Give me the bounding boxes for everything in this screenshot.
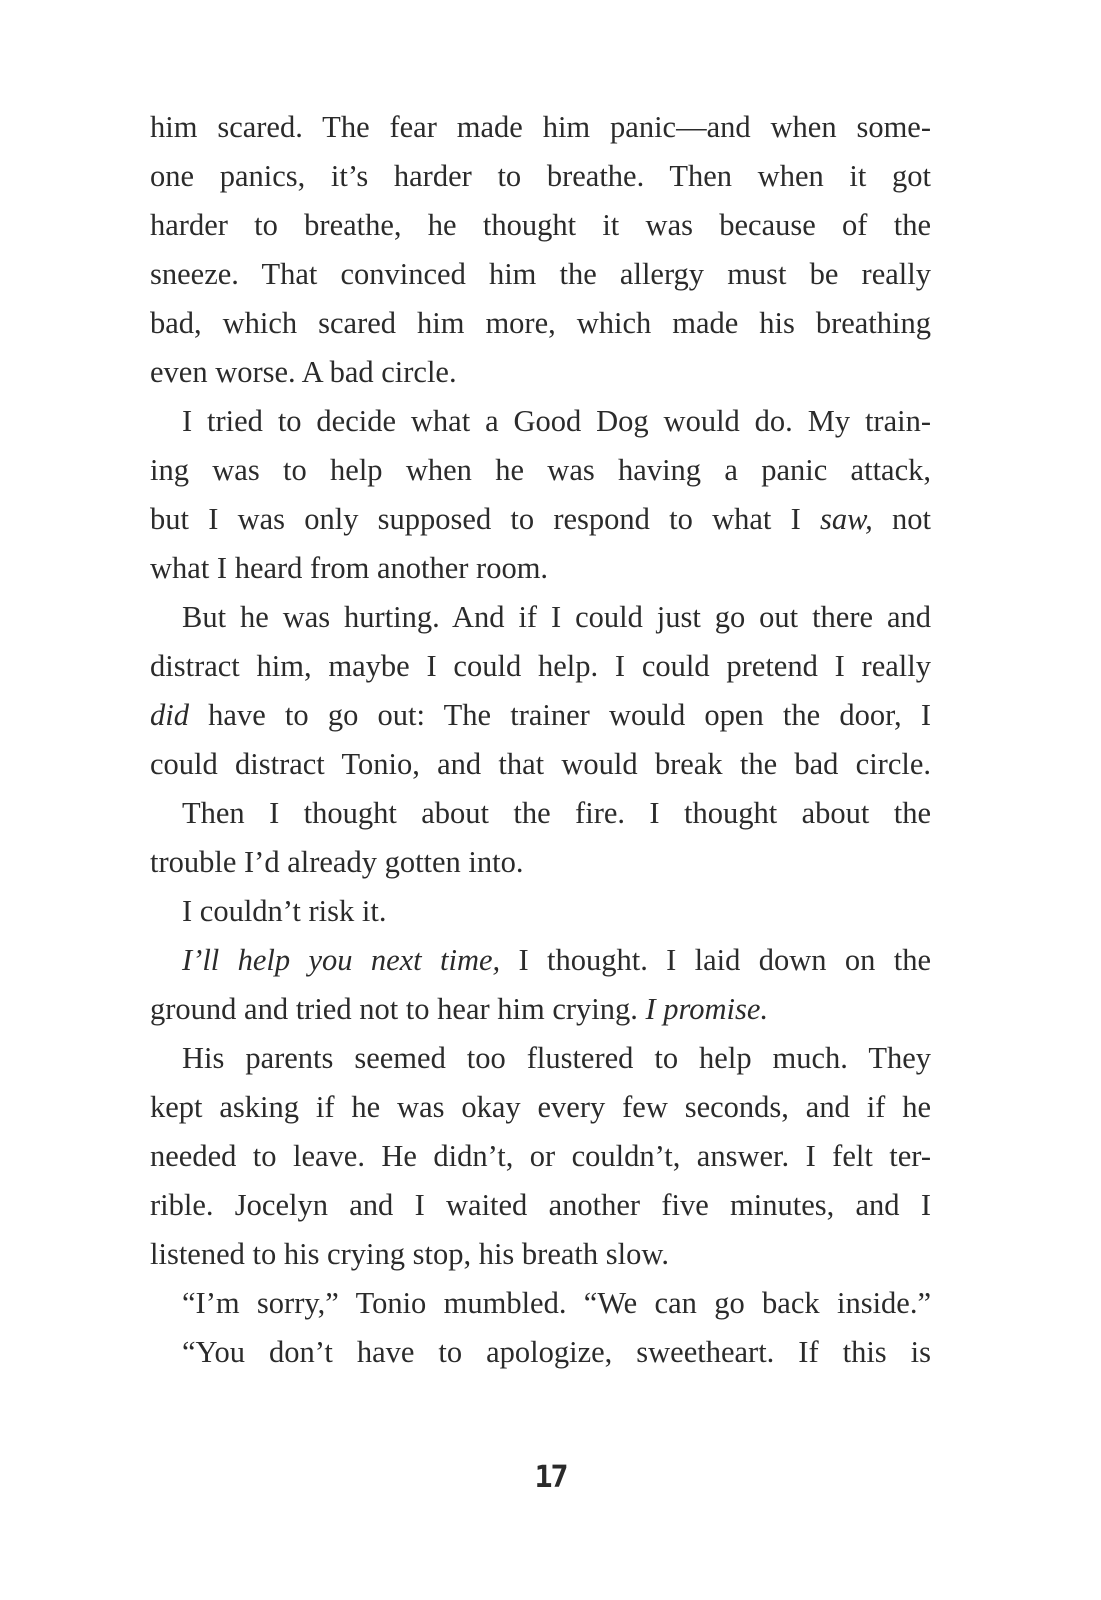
- text-line: [150, 1279, 931, 1328]
- text-segment: rible. Jocelyn and I waited another five minutes, and I: [150, 1188, 931, 1222]
- text-segment: not: [872, 502, 931, 536]
- text-segment: I tried to decide what a Good Dog would do. My train-: [182, 404, 931, 438]
- text-line: [150, 1083, 931, 1132]
- text-line: [150, 838, 931, 887]
- text-segment: ing was to help when he was having a panic attack,: [150, 453, 931, 487]
- text-line: [150, 1132, 931, 1181]
- text-segment: trouble I’d already gotten into.: [150, 845, 524, 879]
- italic-text: I’ll help you next time,: [182, 943, 501, 977]
- text-line: [150, 691, 931, 740]
- italic-text: did: [150, 698, 189, 732]
- text-line: [150, 1230, 931, 1279]
- text-line: [150, 789, 931, 838]
- text-segment: distract him, maybe I could help. I could pretend I really: [150, 649, 931, 683]
- page-number: 17: [534, 1460, 567, 1495]
- text-line: [150, 544, 931, 593]
- italic-text: I promise.: [645, 992, 769, 1026]
- text-line: [150, 642, 931, 691]
- text-line: [150, 887, 931, 936]
- text-segment: But he was hurting. And if I could just go out there and: [182, 600, 931, 634]
- text-segment: I couldn’t risk it.: [182, 894, 387, 928]
- text-line: [150, 740, 931, 789]
- text-segment: harder to breathe, he thought it was because of the: [150, 208, 931, 242]
- text-line: [150, 397, 931, 446]
- text-segment: His parents seemed too flustered to help much. They: [182, 1041, 931, 1075]
- text-segment: one panics, it’s harder to breathe. Then when it got: [150, 159, 931, 193]
- text-line: [150, 446, 931, 495]
- text-segment: could distract Tonio, and that would break the bad circle.: [150, 747, 931, 781]
- text-segment: needed to leave. He didn’t, or couldn’t, answer. I felt ter-: [150, 1139, 931, 1173]
- text-line: [150, 250, 931, 299]
- text-line: [150, 299, 931, 348]
- text-segment: I thought. I laid down on the: [500, 943, 931, 977]
- body-text: [150, 103, 931, 1377]
- text-line: [150, 495, 931, 544]
- text-line: [150, 1181, 931, 1230]
- text-segment: even worse. A bad circle.: [150, 355, 457, 389]
- text-line: [150, 936, 931, 985]
- text-segment: but I was only supposed to respond to what I: [150, 502, 820, 536]
- text-line: [150, 201, 931, 250]
- text-line: [150, 593, 931, 642]
- italic-text: saw,: [819, 502, 873, 536]
- text-line: [150, 1328, 931, 1377]
- text-line: [150, 985, 931, 1034]
- text-segment: “You don’t have to apologize, sweetheart. If this is: [182, 1335, 931, 1369]
- text-segment: have to go out: The trainer would open the door, I: [188, 698, 931, 732]
- text-segment: sneeze. That convinced him the allergy must be really: [150, 257, 931, 291]
- text-segment: ground and tried not to hear him crying.: [150, 992, 646, 1026]
- text-segment: kept asking if he was okay every few seconds, and if he: [150, 1090, 931, 1124]
- text-segment: what I heard from another room.: [150, 551, 549, 585]
- text-line: [150, 348, 931, 397]
- text-line: [150, 103, 931, 152]
- text-segment: him scared. The fear made him panic—and when some-: [150, 110, 931, 144]
- text-segment: “I’m sorry,” Tonio mumbled. “We can go back inside.”: [182, 1286, 931, 1320]
- text-line: [150, 1034, 931, 1083]
- text-segment: listened to his crying stop, his breath slow.: [150, 1237, 670, 1271]
- text-segment: Then I thought about the fire. I thought about the: [182, 796, 931, 830]
- text-segment: bad, which scared him more, which made his breathing: [150, 306, 931, 340]
- text-line: [150, 152, 931, 201]
